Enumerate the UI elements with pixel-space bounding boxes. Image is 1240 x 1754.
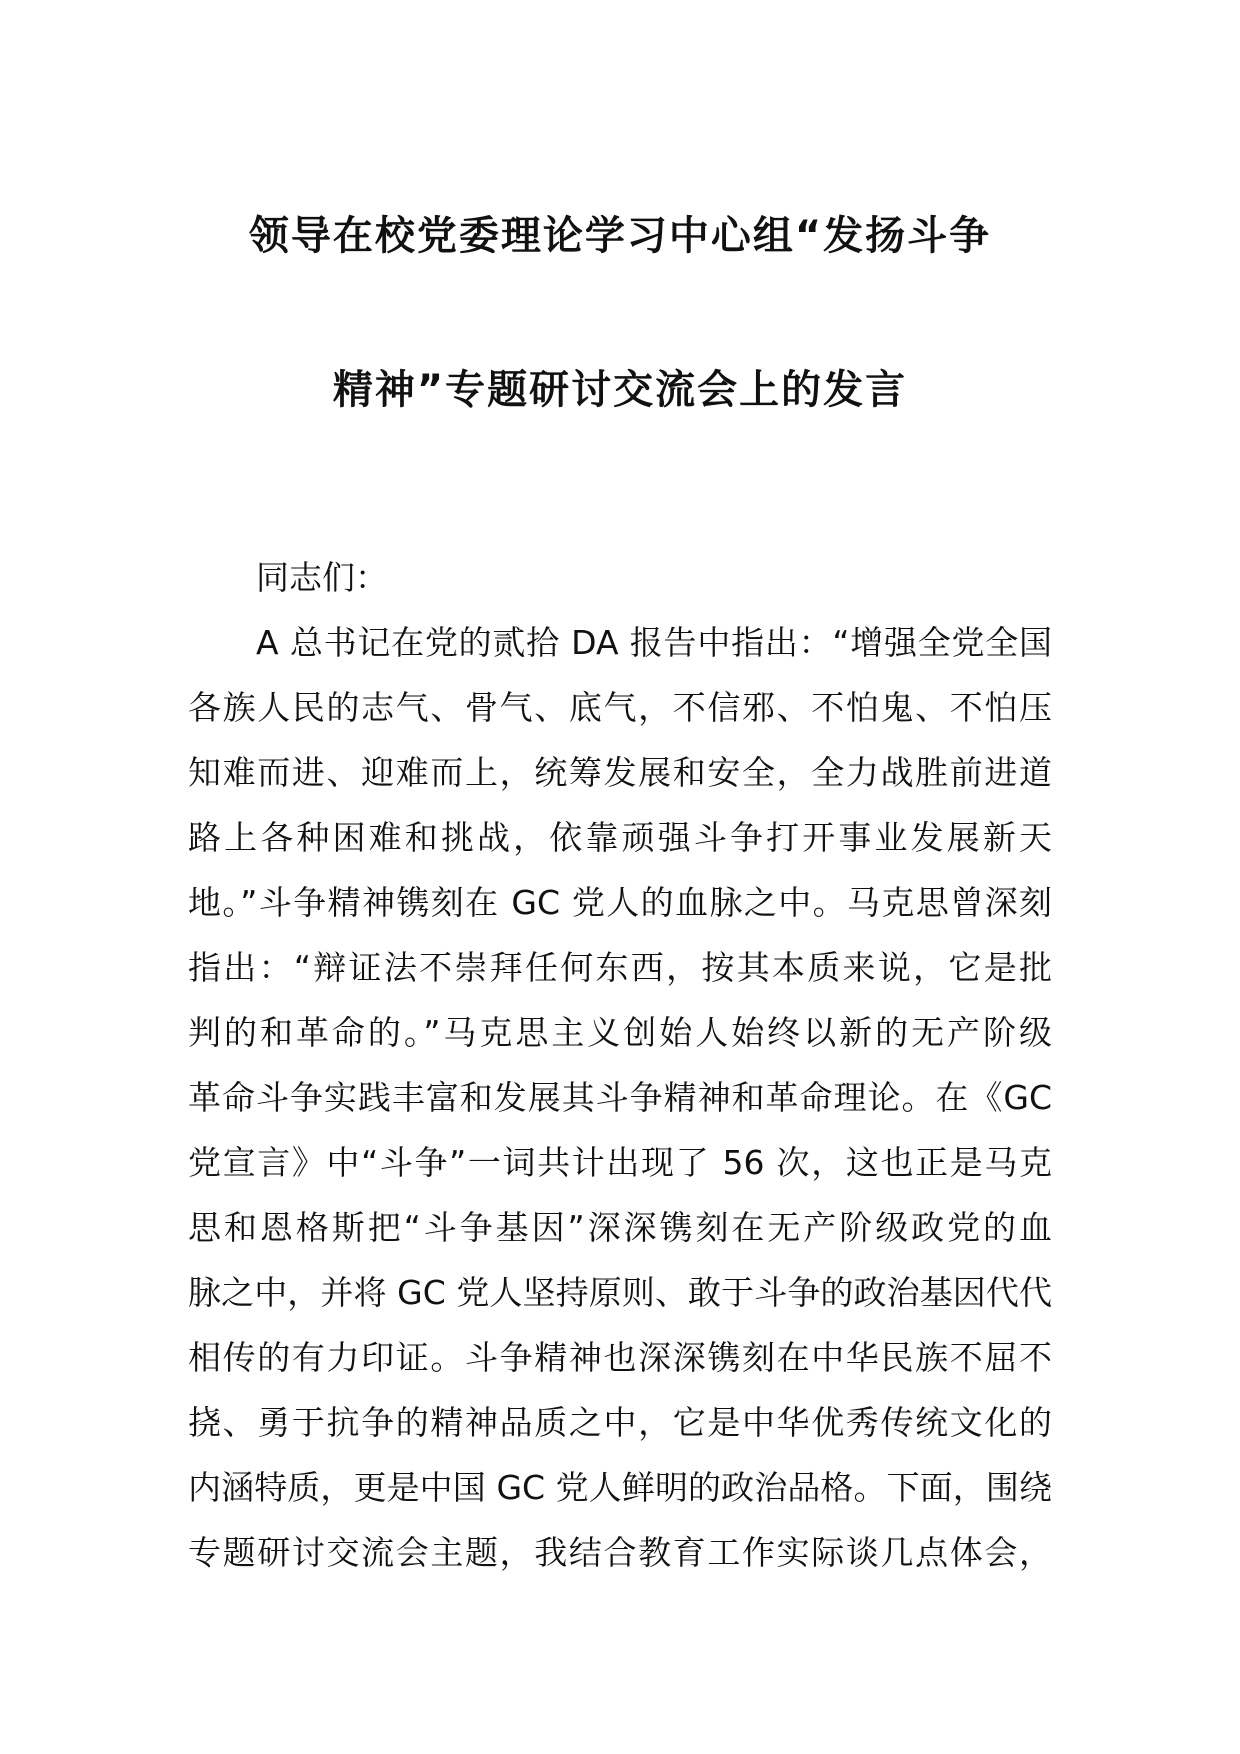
body-line-8: 革命斗争实践丰富和发展其斗争精神和革命理论。在《GC xyxy=(188,1078,1052,1117)
document-title-line-2: 精神”专题研讨交流会上的发言 xyxy=(332,367,908,413)
body-line-9: 党宣言》中“斗争”一词共计出现了 56 次，这也正是马克 xyxy=(188,1143,1052,1182)
body-line-10: 思和恩格斯把“斗争基因”深深镌刻在无产阶级政党的血 xyxy=(188,1208,1052,1247)
body-line-5: 地。”斗争精神镌刻在 GC 党人的血脉之中。马克思曾深刻 xyxy=(188,883,1052,922)
body-line-14: 内涵特质，更是中国 GC 党人鲜明的政治品格。下面，围绕 xyxy=(188,1468,1052,1507)
body-line-4: 路上各种困难和挑战，依靠顽强斗争打开事业发展新天 xyxy=(188,818,1052,857)
body-line-6: 指出：“辩证法不崇拜任何东西，按其本质来说，它是批 xyxy=(188,948,1052,987)
body-line-3: 知难而进、迎难而上，统筹发展和安全，全力战胜前进道 xyxy=(188,753,1052,792)
document-title-line-1: 领导在校党委理论学习中心组“发扬斗争 xyxy=(248,213,992,259)
body-line-15: 专题研讨交流会主题，我结合教育工作实际谈几点体会， xyxy=(188,1533,1052,1572)
body-line-2: 各族人民的志气、骨气、底气，不信邪、不怕鬼、不怕压 xyxy=(188,688,1052,727)
document-body xyxy=(188,545,1052,1585)
body-line-7: 判的和革命的。”马克思主义创始人始终以新的无产阶级 xyxy=(188,1013,1052,1052)
salutation: 同志们： xyxy=(256,558,388,597)
body-line-13: 挠、勇于抗争的精神品质之中，它是中华优秀传统文化的 xyxy=(188,1403,1052,1442)
body-line-11: 脉之中，并将 GC 党人坚持原则、敢于斗争的政治基因代代 xyxy=(188,1273,1052,1312)
body-line-12: 相传的有力印证。斗争精神也深深镌刻在中华民族不屈不 xyxy=(188,1338,1052,1377)
body-line-1: A 总书记在党的贰拾 DA 报告中指出：“增强全党全国 xyxy=(256,623,1052,662)
